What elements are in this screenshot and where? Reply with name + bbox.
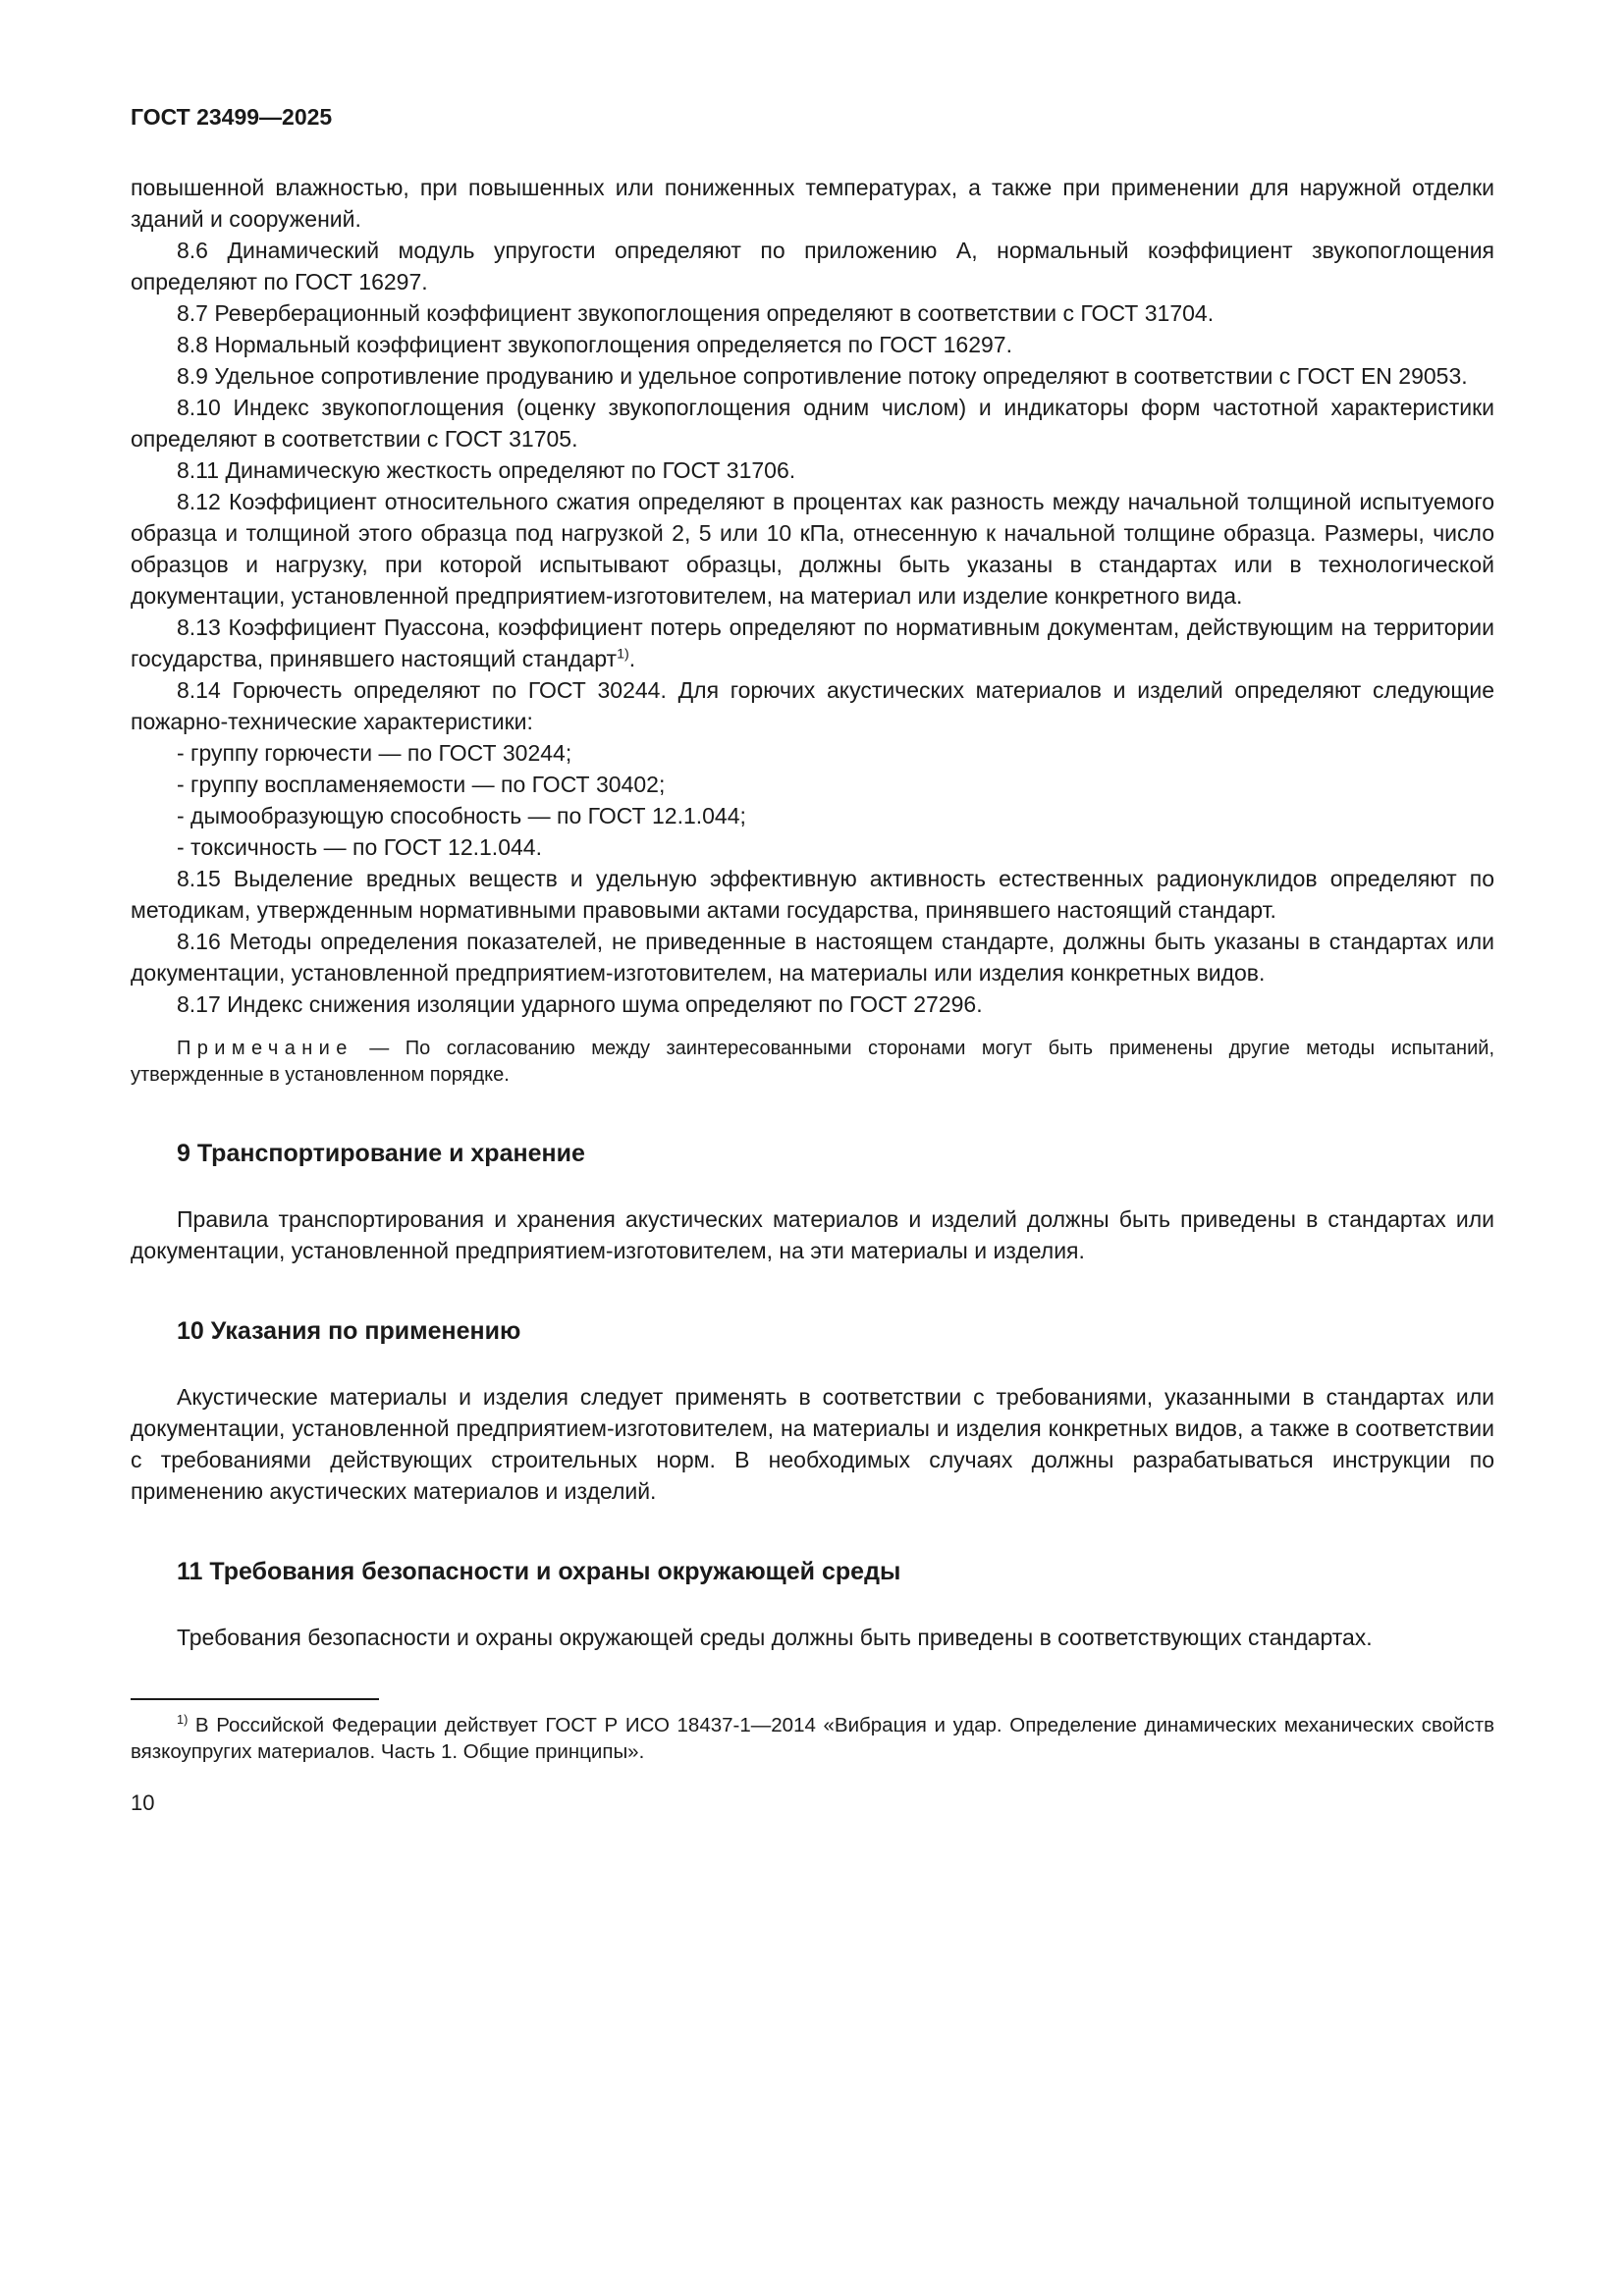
footnote-marker: 1) <box>177 1712 189 1728</box>
clause-8-13-text: 8.13 Коэффициент Пуассона, коэффициент потерь определяют по нормативным документам, действующим на территории государства, принявшего настоящий стандарт <box>131 614 1494 671</box>
section-9-title: 9 Транспортирование и хранение <box>177 1140 585 1167</box>
fire-list-item-flammability: - группу воспламеняемости — по ГОСТ 30402; <box>177 772 666 797</box>
section-11-safety <box>131 1558 1494 1653</box>
footnote-reference-mark: 1) <box>617 646 629 663</box>
clause-8-12: 8.12 Коэффициент относительного сжатия определяют в процентах как разность между начальной толщиной испытуемого образца и толщиной этого образца под нагрузкой 2, 5 или 10 кПа, отнесенную к начальной толщине образца. Размеры, число образцов и нагрузку, при которой испытывают образцы, должны быть указаны в стандартах или в технологической документации, установленной предприятием-изготовителем, на материал или изделие конкретного вида. <box>131 489 1494 609</box>
clause-8-13 <box>131 612 1494 674</box>
footnote-text: В Российской Федерации действует ГОСТ Р ИСО 18437-1—2014 «Вибрация и удар. Определение динамических механических свойств вязкоупругих материалов. Часть 1. Общие принципы». <box>131 1714 1494 1763</box>
clause-8-17: 8.17 Индекс снижения изоляции ударного шума определяют по ГОСТ 27296. <box>177 991 983 1017</box>
clause-8-8: 8.8 Нормальный коэффициент звукопоглощения определяется по ГОСТ 16297. <box>177 332 1012 357</box>
clause-8-13-tail: . <box>628 646 636 671</box>
clause-8-6: 8.6 Динамический модуль упругости определяют по приложению А, нормальный коэффициент звукопоглощения определяют по ГОСТ 16297. <box>131 238 1494 294</box>
clause-8-11: 8.11 Динамическую жесткость определяют по ГОСТ 31706. <box>177 457 796 483</box>
note-label: Примечание <box>177 1038 353 1059</box>
clause-8-14: 8.14 Горючесть определяют по ГОСТ 30244. Для горючих акустических материалов и изделий определяют следующие пожарно-технические характеристики: <box>131 677 1494 734</box>
section-10-paragraph: Акустические материалы и изделия следует применять в соответствии с требованиями, указанными в стандартах или документации, установленной предприятием-изготовителем, на материалы и изделия конкретных видов, а также в соответствии с требованиями действующих строительных норм. В необходимых случаях должны разрабатываться инструкции по применению акустических материалов и изделий. <box>131 1384 1494 1504</box>
doc-number-header: ГОСТ 23499—2025 <box>131 104 333 130</box>
section-10-application <box>131 1317 1494 1507</box>
clause-8-15: 8.15 Выделение вредных веществ и удельную эффективную активность естественных радионуклидов определяют по методикам, утвержденным нормативными правовыми актами государства, принявшего настоящий стандарт. <box>131 866 1494 923</box>
section-11-paragraph: Требования безопасности и охраны окружающей среды должны быть приведены в соответствующих стандартах. <box>177 1625 1373 1650</box>
clause-8-9: 8.9 Удельное сопротивление продуванию и удельное сопротивление потоку определяют в соответствии с ГОСТ EN 29053. <box>177 363 1468 389</box>
note-text: — По согласованию между заинтересованными сторонами могут быть применены другие методы испытаний, утвержденные в установленном порядке. <box>131 1038 1494 1086</box>
clause-8-7: 8.7 Реверберационный коэффициент звукопоглощения определяют в соответствии с ГОСТ 31704. <box>177 300 1215 326</box>
page-number: 10 <box>131 1790 155 1815</box>
page-body <box>131 172 1494 1816</box>
intro-continuation-paragraph: повышенной влажностью, при повышенных или пониженных температурах, а также при применении для наружной отделки зданий и сооружений. <box>131 175 1494 232</box>
footnote-divider <box>131 1698 379 1700</box>
section-9-paragraph: Правила транспортирования и хранения акустических материалов и изделий должны быть приведены в стандартах или документации, установленной предприятием-изготовителем, на эти материалы и изделия. <box>131 1206 1494 1263</box>
note-block <box>131 1036 1494 1089</box>
footnote-area <box>131 1698 1494 1765</box>
section-10-title: 10 Указания по применению <box>177 1317 521 1345</box>
footnote-text-block <box>131 1712 1494 1765</box>
section-9-transport-storage <box>131 1140 1494 1266</box>
fire-list-item-combustibility: - группу горючести — по ГОСТ 30244; <box>177 740 572 766</box>
fire-list-item-toxicity: - токсичность — по ГОСТ 12.1.044. <box>177 834 542 860</box>
clause-8-10: 8.10 Индекс звукопоглощения (оценку звукопоглощения одним числом) и индикаторы форм частотной характеристики определяют в соответствии с ГОСТ 31705. <box>131 395 1494 452</box>
section-11-title: 11 Требования безопасности и охраны окружающей среды <box>177 1558 901 1585</box>
clause-8-16: 8.16 Методы определения показателей, не приведенные в настоящем стандарте, должны быть указаны в стандартах или документации, установленной предприятием-изготовителем, на материалы или изделия конкретных видов. <box>131 929 1494 986</box>
fire-list-item-smoke: - дымообразующую способность — по ГОСТ 12.1.044; <box>177 803 746 828</box>
